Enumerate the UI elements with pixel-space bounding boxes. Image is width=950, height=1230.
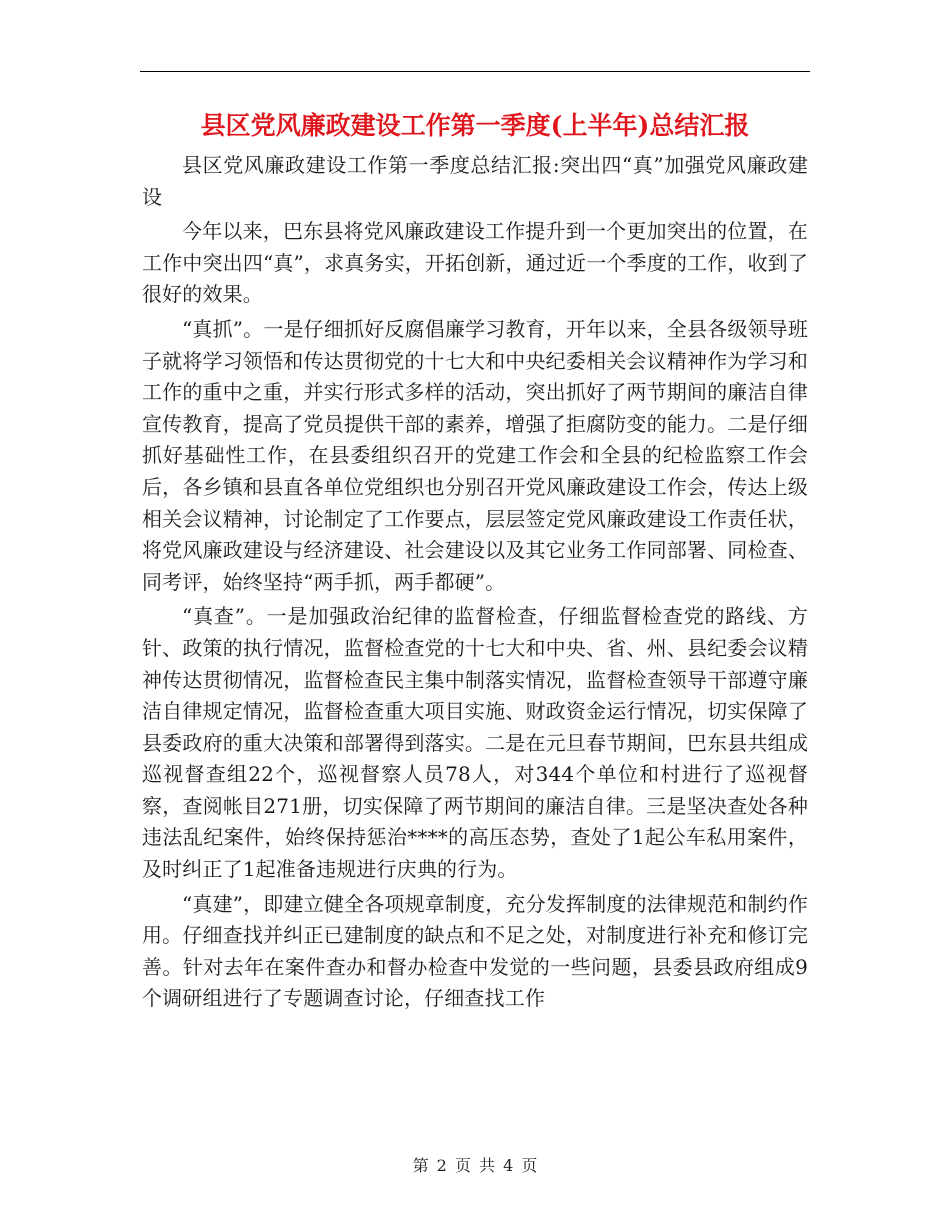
zhencha-paragraph: “真查”。一是加强政治纪律的监督检查，仔细监督检查党的路线、方针、政策的执行情况，监督检查党的十七大和中央、省、州、县纪委会议精神传达贯彻情况，监督检查民主集中制落实情况，监督检查领导干部遵守廉洁自律规定情况，监督检查重大项目实施、财政资金运行情况，切实保障了县委政府的重大决策和部署得到落实。二是在元旦春节期间，巴东县共组成巡视督查组22个，巡视督察人员78人，对344个单位和村进行了巡视督察，查阅帐目271册，切实保障了两节期间的廉洁自律。三是坚决查处各种违法乱纪案件，始终保持惩治****的高压态势，查处了1起公车私用案件，及时纠正了1起准备违规进行庆典的行为。 — [142, 604, 808, 882]
document-body — [142, 150, 808, 1018]
header-rule — [140, 71, 810, 72]
subtitle-paragraph: 县区党风廉政建设工作第一季度总结汇报:突出四“真”加强党风廉政建设 — [142, 153, 808, 209]
zhenjian-paragraph: “真建”，即建立健全各项规章制度，充分发挥制度的法律规范和制约作用。仔细查找并纠正已建制度的缺点和不足之处，对制度进行补充和修订完善。针对去年在案件查办和督办检查中发觉的一些问题，县委县政府组成9个调研组进行了专题调查讨论，仔细查找工作 — [142, 891, 808, 1011]
zhenzhua-paragraph: “真抓”。一是仔细抓好反腐倡廉学习教育，开年以来，全县各级领导班子就将学习领悟和传达贯彻党的十七大和中央纪委相关会议精神作为学习和工作的重中之重，并实行形式多样的活动，突出抓好了两节期间的廉洁自律宣传教育，提高了党员提供干部的素养，增强了拒腐防变的能力。二是仔细抓好基础性工作，在县委组织召开的党建工作会和全县的纪检监察工作会后，各乡镇和县直各单位党组织也分别召开党风廉政建设工作会，传达上级相关会议精神，讨论制定了工作要点，层层签定党风廉政建设工作责任状，将党风廉政建设与经济建设、社会建设以及其它业务工作同部署、同检查、同考评，始终坚持“两手抓，两手都硬”。 — [142, 316, 808, 594]
intro-paragraph: 今年以来，巴东县将党风廉政建设工作提升到一个更加突出的位置，在工作中突出四“真”，求真务实，开拓创新，通过近一个季度的工作，收到了很好的效果。 — [142, 219, 808, 307]
page-number-footer: 第 2 页 共 4 页 — [412, 1156, 538, 1175]
document-title: 县区党风廉政建设工作第一季度(上半年)总结汇报 — [200, 111, 750, 140]
